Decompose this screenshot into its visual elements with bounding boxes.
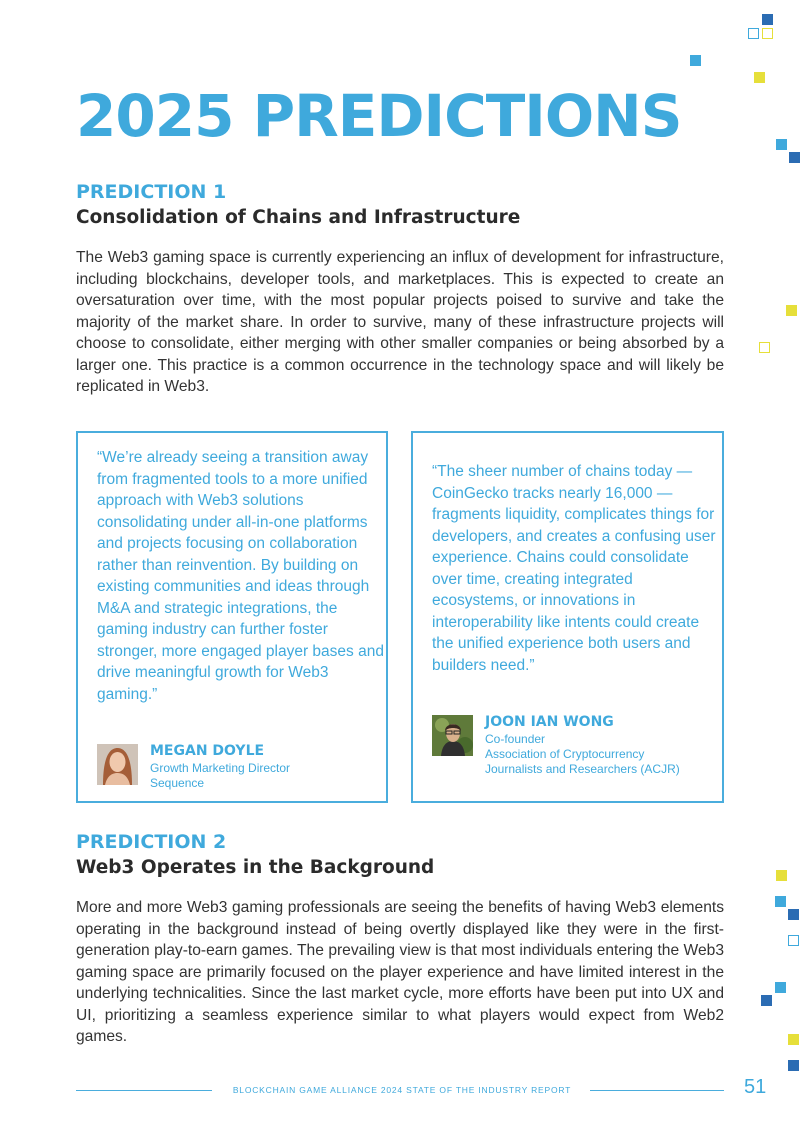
avatar-megan-doyle bbox=[97, 744, 138, 785]
decor-square bbox=[776, 870, 787, 881]
person-name: JOON IAN WONG bbox=[485, 714, 614, 730]
footer-report-title: BLOCKCHAIN GAME ALLIANCE 2024 STATE OF THE INDUSTRY REPORT bbox=[232, 1085, 572, 1095]
person-role: Co-founder bbox=[485, 732, 546, 746]
page-title: 2025 PREDICTIONS bbox=[76, 82, 682, 150]
decor-square bbox=[748, 28, 759, 39]
prediction-1-label: PREDICTION 1 bbox=[76, 181, 227, 203]
person-company: Sequence bbox=[150, 776, 205, 790]
quote-card-joon-ian-wong bbox=[411, 431, 724, 803]
person-name: MEGAN DOYLE bbox=[150, 743, 265, 759]
decor-square bbox=[789, 152, 800, 163]
decor-square bbox=[754, 72, 765, 83]
decor-square bbox=[775, 982, 786, 993]
prediction-2-body: More and more Web3 gaming professionals are seeing the benefits of having Web3 elements operating in the background instead of being overtly displayed like they were in the first-generation play-to-earn games. The prevailing view is that most individuals entering the Web3 gaming space are primarily focused on the player experience and have limited interest in the underlying technicalities. Since the last market cycle, more efforts have been put into UX and UI, prioritizing a seamless experience similar to what players would expect from Web2 games. bbox=[76, 899, 724, 1045]
footer-divider bbox=[590, 1090, 724, 1091]
decor-square bbox=[788, 935, 799, 946]
prediction-2-label: PREDICTION 2 bbox=[76, 831, 227, 853]
decor-square bbox=[762, 14, 773, 25]
decor-square bbox=[776, 139, 787, 150]
quote-card-megan-doyle bbox=[76, 431, 388, 803]
page-number: 51 bbox=[744, 1076, 767, 1098]
decor-square bbox=[788, 1060, 799, 1071]
prediction-1-body: The Web3 gaming space is currently experiencing an influx of development for infrastructure, including blockchains, developer tools, and marketplaces. This is expected to create an oversaturation over time, with the most popular projects poised to survive and take the majority of the market share. In order to survive, many of these infrastructure projects will choose to consolidate, either merging with other smaller companies or being absorbed by a larger one. This practice is a common occurrence in the technology space and will likely be replicated in Web3. bbox=[76, 249, 724, 395]
avatar-joon-ian-wong bbox=[432, 715, 473, 756]
person-organization: Association of Cryptocurrency bbox=[485, 747, 645, 761]
quote-text: “The sheer number of chains today — CoinGecko tracks nearly 16,000 — fragments liquidity, complicates things for developers, and creates a confusing user experience. Chains could consolidate over time, creating integrated ecosystems, or innovations in interoperability like intents could create the unified experience both users and builders need.” bbox=[432, 463, 716, 674]
decor-square bbox=[759, 342, 770, 353]
decor-square bbox=[775, 896, 786, 907]
decor-square bbox=[762, 28, 773, 39]
decor-square bbox=[788, 1034, 799, 1045]
person-role: Growth Marketing Director bbox=[150, 761, 291, 775]
footer-divider bbox=[76, 1090, 212, 1091]
decor-square bbox=[761, 995, 772, 1006]
quote-text: “We’re already seeing a transition away from fragmented tools to a more unified approach with Web3 solutions consolidating under all-in-one platforms and projects focusing on collaboration rather than reinvention. By building on existing communities and ideas through M&A and strategic integrations, the gaming industry can further foster stronger, more engaged player bases and drive meaningful growth for Web3 gaming.” bbox=[97, 449, 384, 703]
person-organization: Journalists and Researchers (ACJR) bbox=[485, 762, 680, 776]
decor-square bbox=[788, 909, 799, 920]
decor-square bbox=[690, 55, 701, 66]
decor-square bbox=[786, 305, 797, 316]
prediction-1-title: Consolidation of Chains and Infrastructure bbox=[76, 207, 521, 228]
prediction-2-title: Web3 Operates in the Background bbox=[76, 857, 435, 878]
